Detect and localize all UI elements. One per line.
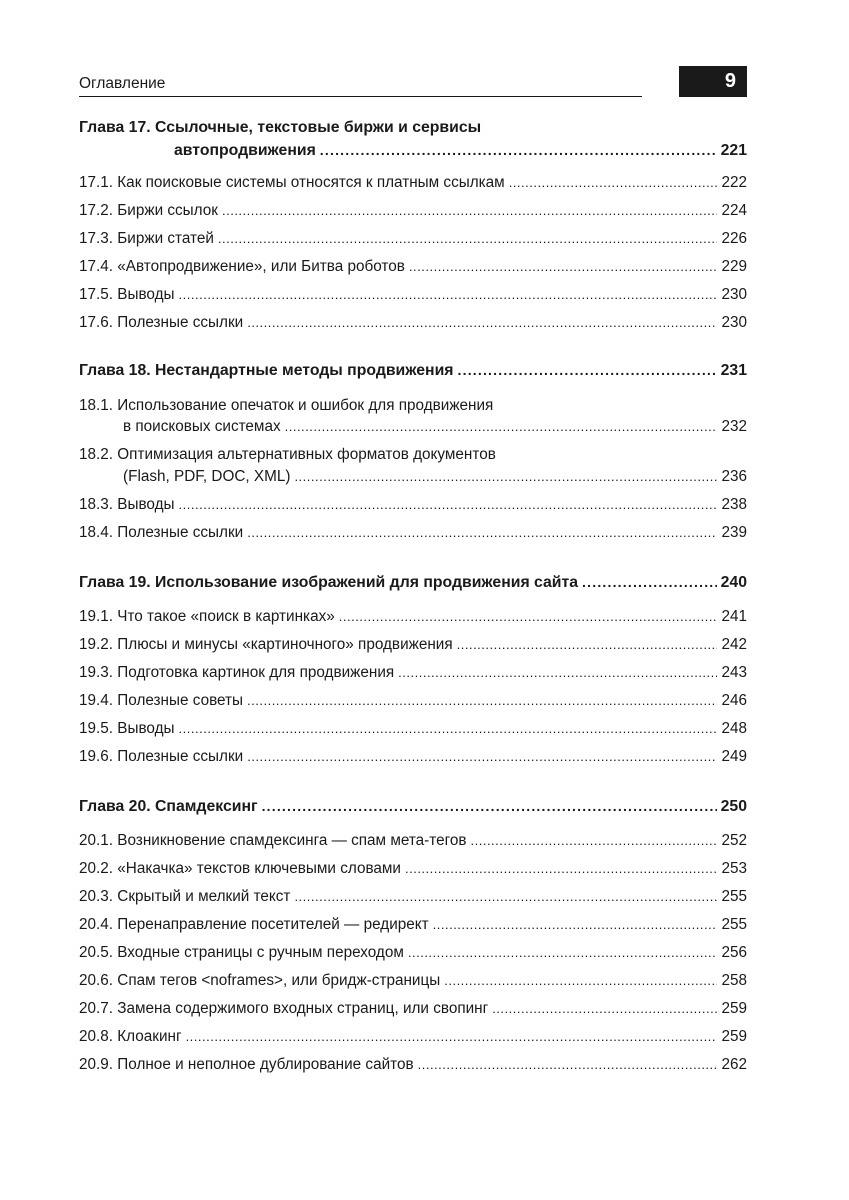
toc-item-page: 232 <box>721 418 747 435</box>
toc-item-17-3[interactable] <box>79 228 747 250</box>
toc-item-20-3[interactable] <box>79 886 747 908</box>
chapter-19-title[interactable] <box>79 571 747 593</box>
toc-item-text: 17.6. Полезные ссылки <box>79 314 244 331</box>
toc-item-19-1[interactable] <box>79 606 747 628</box>
toc-item-page: 224 <box>721 202 747 219</box>
dot-leader <box>186 1026 718 1048</box>
chapter-20-title-text: Глава 20. Спамдексинг <box>79 798 258 815</box>
toc-item-20-1[interactable] <box>79 830 747 852</box>
toc-item-19-5[interactable] <box>79 718 747 740</box>
toc-item-page: 255 <box>721 916 747 933</box>
dot-leader <box>339 606 718 628</box>
toc-item-page: 256 <box>721 944 747 961</box>
toc-item-text: 18.4. Полезные ссылки <box>79 524 244 541</box>
dot-leader <box>222 200 717 222</box>
toc-item-18-1-line2[interactable] <box>79 416 747 438</box>
toc-item-20-6[interactable] <box>79 970 747 992</box>
toc-item-20-8[interactable] <box>79 1026 747 1048</box>
toc-item-18-2-line2[interactable] <box>79 466 747 488</box>
toc-item-18-3[interactable] <box>79 494 747 516</box>
toc-item-page: 229 <box>721 258 747 275</box>
toc-item-text: 20.9. Полное и неполное дублирование сайтов <box>79 1056 414 1073</box>
toc-item-page: 222 <box>721 174 747 191</box>
toc-item-20-7[interactable] <box>79 998 747 1020</box>
dot-leader <box>457 634 718 656</box>
chapter-18-title[interactable] <box>79 359 747 381</box>
toc-item-page: 246 <box>721 692 747 709</box>
toc-item-text: 17.2. Биржи ссылок <box>79 202 218 219</box>
toc-item-17-4[interactable] <box>79 256 747 278</box>
chapter-18-title-text: Глава 18. Нестандартные методы продвижения <box>79 362 454 379</box>
dot-leader <box>418 1054 718 1076</box>
toc-item-text: 20.2. «Накачка» текстов ключевыми словами <box>79 860 401 877</box>
toc-item-text: 17.3. Биржи статей <box>79 230 214 247</box>
toc-item-text: 18.3. Выводы <box>79 496 175 513</box>
toc-item-page: 249 <box>721 748 747 765</box>
toc-item-page: 238 <box>721 496 747 513</box>
dot-leader <box>247 746 717 768</box>
toc-item-text: 20.8. Клоакинг <box>79 1028 182 1045</box>
toc-item-19-2[interactable] <box>79 634 747 656</box>
dot-leader <box>179 284 718 306</box>
toc-item-page: 252 <box>721 832 747 849</box>
chapter-17-page: 221 <box>720 142 747 159</box>
toc-item-page: 239 <box>721 524 747 541</box>
toc-item-text: 20.4. Перенаправление посетителей — редирект <box>79 916 429 933</box>
toc-item-text: (Flash, PDF, DOC, XML) <box>123 468 291 485</box>
toc-item-19-6[interactable] <box>79 746 747 768</box>
dot-leader <box>285 416 718 438</box>
toc-item-17-6[interactable] <box>79 312 747 334</box>
chapter-19-page: 240 <box>720 574 747 591</box>
toc-item-page: 226 <box>721 230 747 247</box>
toc-item-text: 17.1. Как поисковые системы относятся к платным ссылкам <box>79 174 505 191</box>
toc-item-text: 20.7. Замена содержимого входных страниц, или свопинг <box>79 1000 489 1017</box>
dot-leader <box>247 522 717 544</box>
toc-item-20-9[interactable] <box>79 1054 747 1076</box>
toc-item-text: 20.6. Спам тегов <noframes>, или бридж-страницы <box>79 972 441 989</box>
toc-item-19-3[interactable] <box>79 662 747 684</box>
chapter-19-title-text: Глава 19. Использование изображений для продвижения сайта <box>79 574 579 591</box>
toc-item-text: 19.4. Полезные советы <box>79 692 244 709</box>
toc-item-18-1-line1[interactable]: 18.1. Использование опечаток и ошибок для продвижения <box>79 397 494 414</box>
running-header-title: Оглавление <box>79 75 166 92</box>
toc-item-text: в поисковых системах <box>123 418 281 435</box>
dot-leader <box>247 690 717 712</box>
toc-item-page: 242 <box>721 636 747 653</box>
toc-item-page: 230 <box>721 286 747 303</box>
toc-item-page: 248 <box>721 720 747 737</box>
toc-item-page: 258 <box>721 972 747 989</box>
toc-item-page: 236 <box>721 468 747 485</box>
dot-leader <box>509 172 718 194</box>
chapter-17-title-line2[interactable] <box>79 139 747 161</box>
toc-item-20-2[interactable] <box>79 858 747 880</box>
dot-leader <box>262 795 717 817</box>
toc-item-text: 20.3. Скрытый и мелкий текст <box>79 888 291 905</box>
chapter-17-title-line1[interactable]: Глава 17. Ссылочные, текстовые биржи и сервисы <box>79 119 482 136</box>
toc-item-text: 19.5. Выводы <box>79 720 175 737</box>
dot-leader <box>320 139 717 161</box>
toc-item-page: 255 <box>721 888 747 905</box>
dot-leader <box>405 858 717 880</box>
toc-item-page: 230 <box>721 314 747 331</box>
toc-item-page: 259 <box>721 1028 747 1045</box>
dot-leader <box>433 914 718 936</box>
toc-item-17-2[interactable] <box>79 200 747 222</box>
toc-item-text: 19.3. Подготовка картинок для продвижения <box>79 664 395 681</box>
dot-leader <box>294 886 717 908</box>
dot-leader <box>582 571 717 593</box>
toc-item-17-5[interactable] <box>79 284 747 306</box>
toc-item-page: 241 <box>721 608 747 625</box>
toc-item-19-4[interactable] <box>79 690 747 712</box>
header-rule <box>79 96 642 97</box>
page-number-box: 9 <box>679 66 747 97</box>
dot-leader <box>408 942 718 964</box>
dot-leader <box>294 466 717 488</box>
dot-leader <box>471 830 718 852</box>
toc-item-text: 20.5. Входные страницы с ручным переходом <box>79 944 404 961</box>
chapter-20-page: 250 <box>720 798 747 815</box>
dot-leader <box>247 312 717 334</box>
toc-item-text: 19.2. Плюсы и минусы «картиночного» продвижения <box>79 636 453 653</box>
toc-item-18-4[interactable] <box>79 522 747 544</box>
toc-item-18-2-line1[interactable]: 18.2. Оптимизация альтернативных форматов документов <box>79 446 496 463</box>
toc-item-text: 19.6. Полезные ссылки <box>79 748 244 765</box>
dot-leader <box>218 228 718 250</box>
toc-item-page: 243 <box>721 664 747 681</box>
toc-item-page: 253 <box>721 860 747 877</box>
toc-item-text: 19.1. Что такое «поиск в картинках» <box>79 608 335 625</box>
chapter-18-page: 231 <box>720 362 747 379</box>
chapter-17-title-text: автопродвижения <box>174 142 316 159</box>
toc-item-17-1[interactable] <box>79 172 747 194</box>
dot-leader <box>458 359 717 381</box>
toc-item-text: 20.1. Возникновение спамдексинга — спам мета-тегов <box>79 832 467 849</box>
dot-leader <box>179 494 718 516</box>
dot-leader <box>398 662 717 684</box>
dot-leader <box>409 256 718 278</box>
dot-leader <box>179 718 718 740</box>
dot-leader <box>444 970 717 992</box>
toc-item-page: 262 <box>721 1056 747 1073</box>
dot-leader <box>492 998 717 1020</box>
toc-item-text: 17.5. Выводы <box>79 286 175 303</box>
toc-item-page: 259 <box>721 1000 747 1017</box>
toc-item-text: 17.4. «Автопродвижение», или Битва роботов <box>79 258 405 275</box>
chapter-20-title[interactable] <box>79 795 747 817</box>
toc-item-20-5[interactable] <box>79 942 747 964</box>
toc-item-20-4[interactable] <box>79 914 747 936</box>
